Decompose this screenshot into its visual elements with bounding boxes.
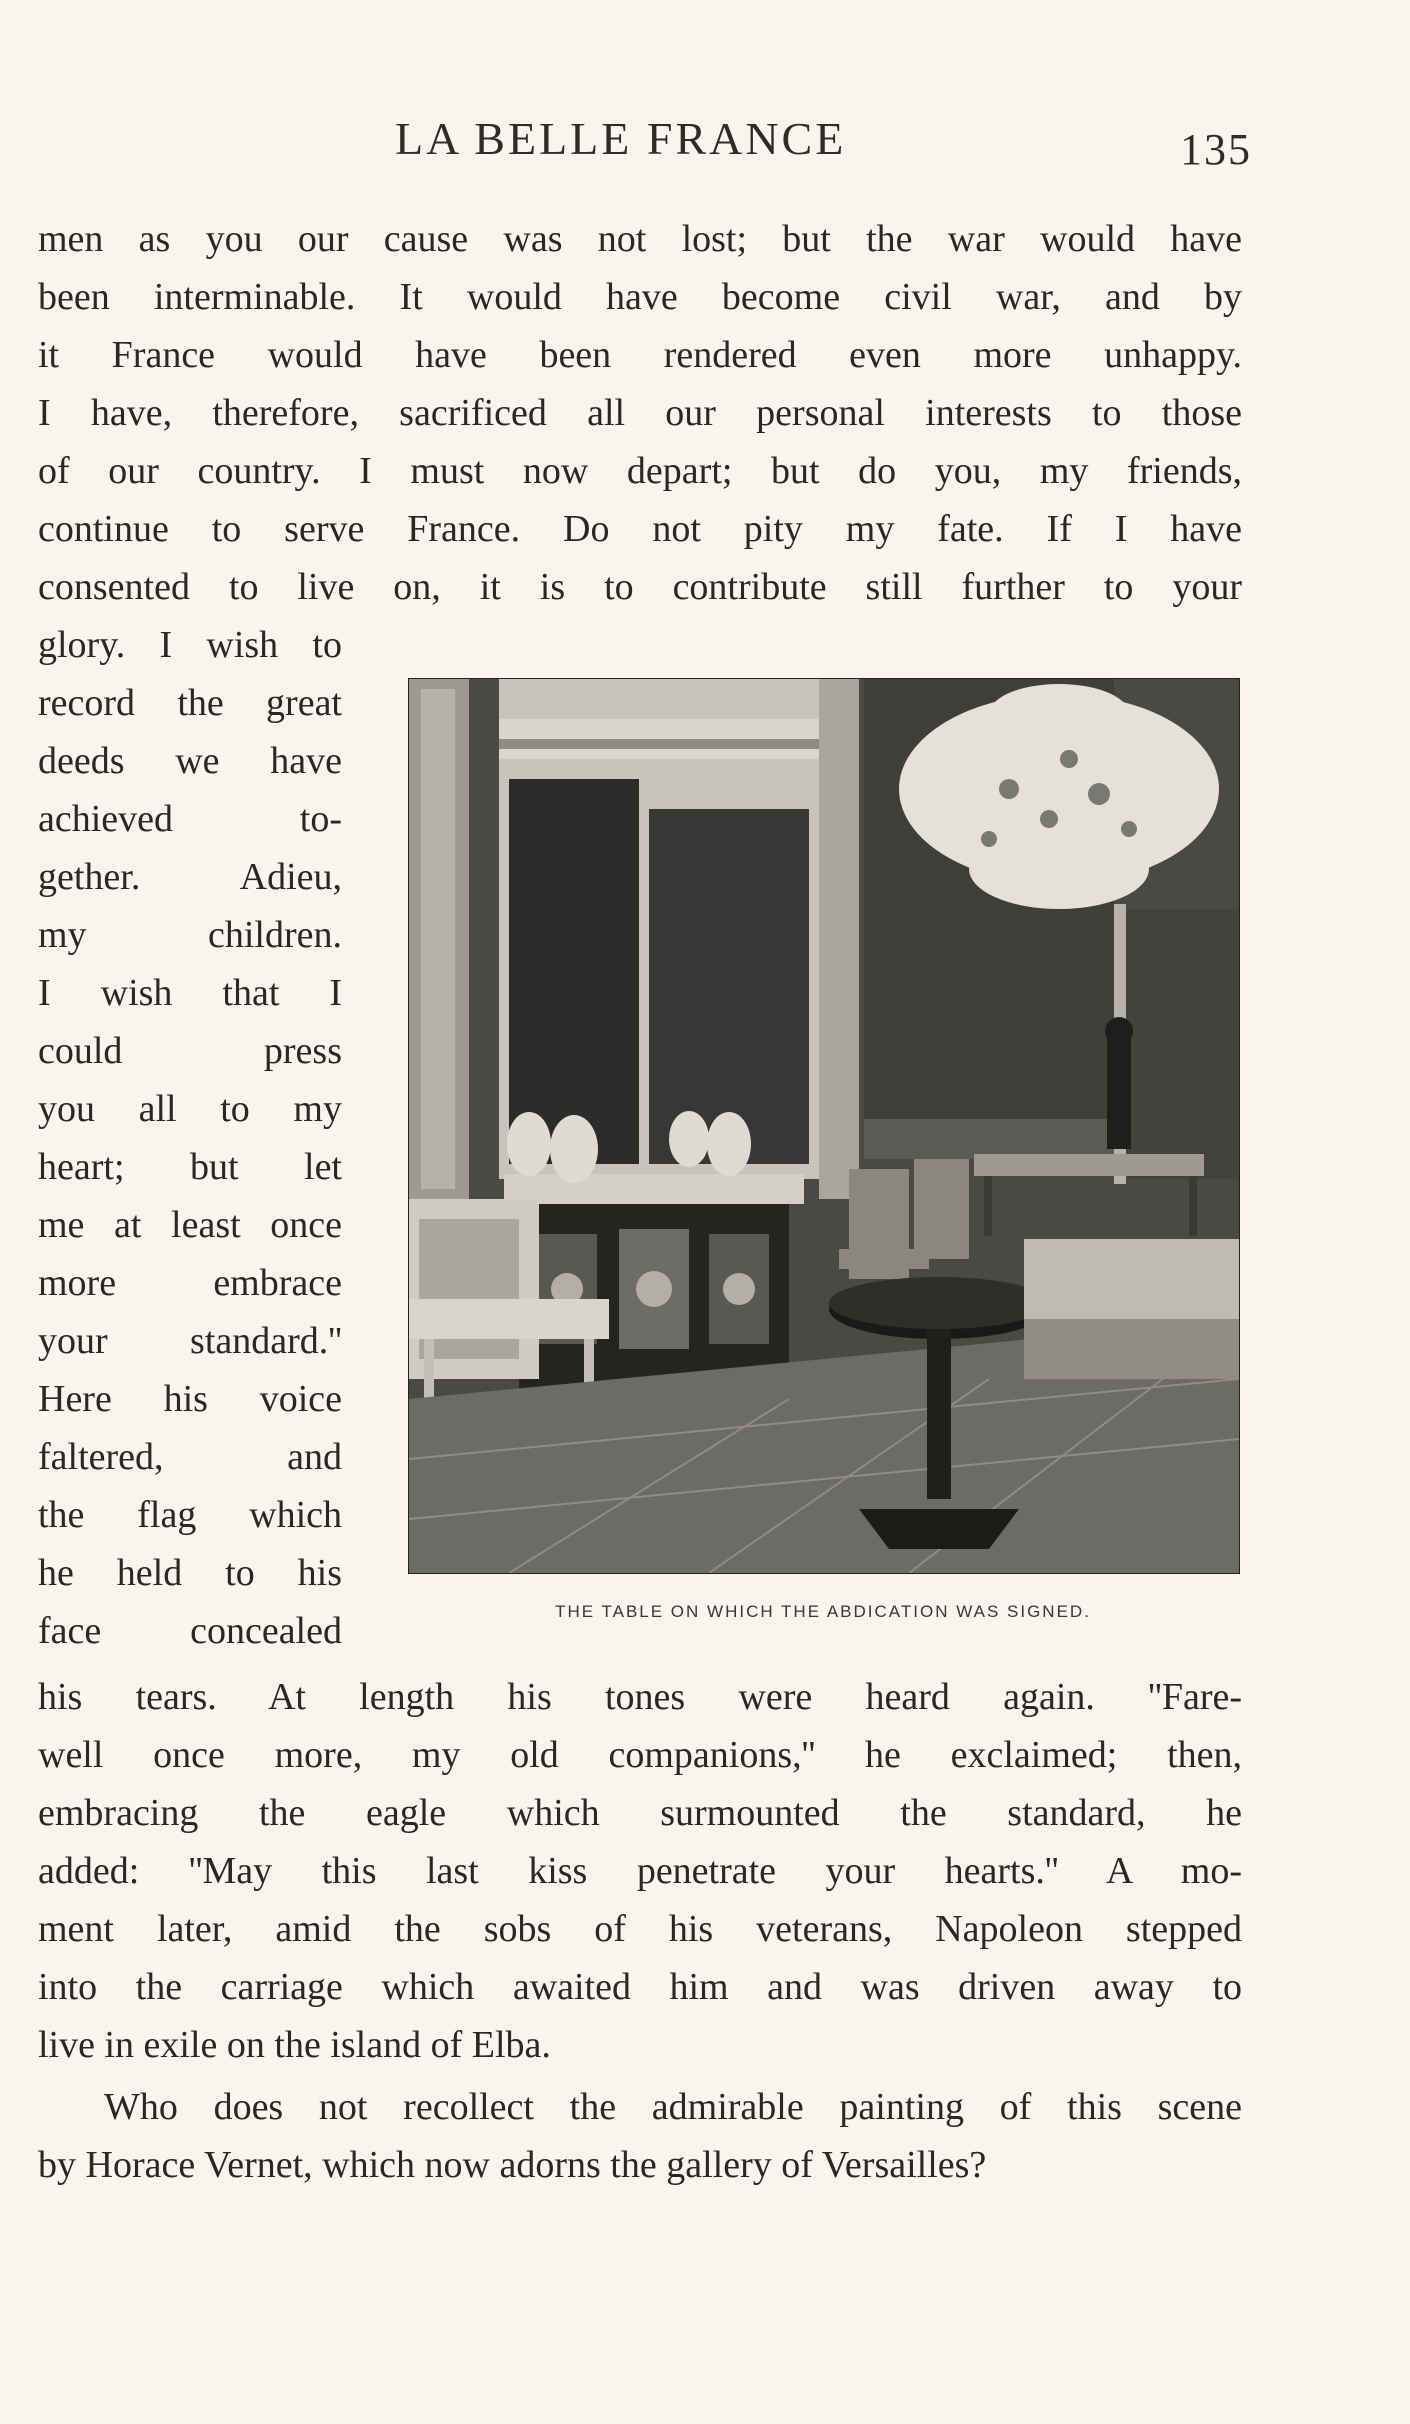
text-line: consented to live on, it is to contribute still further to your: [38, 566, 1242, 608]
text-line: of our country. I must now depart; but do you, my friends,: [38, 450, 1242, 492]
text-line: into the carriage which awaited him and was driven away to: [38, 1966, 1242, 2008]
text-line: faltered, and: [38, 1436, 342, 1478]
text-line: your standard.'': [38, 1320, 342, 1362]
text-line: Here his voice: [38, 1378, 342, 1420]
text-line: face concealed: [38, 1610, 342, 1652]
text-line: more embrace: [38, 1262, 342, 1304]
text-line: Who does not recollect the admirable painting of this scene: [104, 2086, 1242, 2128]
text-line: achieved to-: [38, 798, 342, 840]
text-line: live in exile on the island of Elba.: [38, 2024, 551, 2066]
text-line: embracing the eagle which surmounted the standard, he: [38, 1792, 1242, 1834]
text-line: record the great: [38, 682, 342, 724]
room-illustration: [409, 679, 1239, 1573]
text-line: I wish that I: [38, 972, 342, 1014]
text-line: ment later, amid the sobs of his veterans, Napoleon stepped: [38, 1908, 1242, 1950]
text-line: continue to serve France. Do not pity my fate. If I have: [38, 508, 1242, 550]
text-line: gether. Adieu,: [38, 856, 342, 898]
abdication-room-photograph: [408, 678, 1240, 1574]
text-line: well once more, my old companions,'' he exclaimed; then,: [38, 1734, 1242, 1776]
text-line: me at least once: [38, 1204, 342, 1246]
text-line: it France would have been rendered even more unhappy.: [38, 334, 1242, 376]
text-line: his tears. At length his tones were heard again. ''Fare-: [38, 1676, 1242, 1718]
text-line: by Horace Vernet, which now adorns the gallery of Versailles?: [38, 2144, 987, 2186]
text-line: you all to my: [38, 1088, 342, 1130]
figure-caption: THE TABLE ON WHICH THE ABDICATION WAS SIGNED.: [555, 1602, 1091, 1621]
text-line: added: ''May this last kiss penetrate your hearts.'' A mo-: [38, 1850, 1242, 1892]
text-line: I have, therefore, sacrificed all our personal interests to those: [38, 392, 1242, 434]
text-line: deeds we have: [38, 740, 342, 782]
text-line: the flag which: [38, 1494, 342, 1536]
text-line: men as you our cause was not lost; but the war would have: [38, 218, 1242, 260]
text-line: glory. I wish to: [38, 624, 342, 666]
text-line: my children.: [38, 914, 342, 956]
page-number: 135: [1180, 125, 1252, 174]
running-title: LA BELLE FRANCE: [395, 113, 847, 164]
text-line: he held to his: [38, 1552, 342, 1594]
text-line: been interminable. It would have become civil war, and by: [38, 276, 1242, 318]
text-line: could press: [38, 1030, 342, 1072]
text-line: heart; but let: [38, 1146, 342, 1188]
